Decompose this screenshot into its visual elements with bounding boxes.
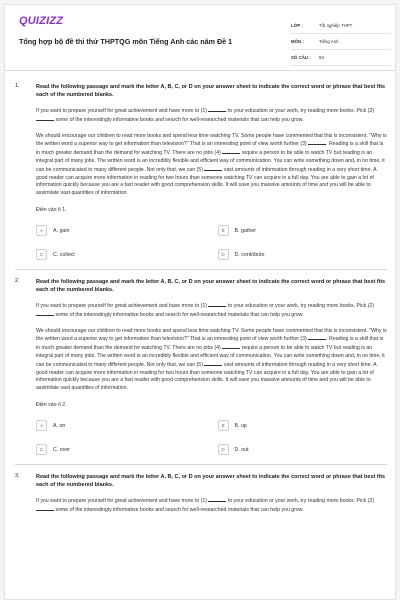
meta-label: SỐ CÂU :	[291, 55, 311, 60]
option-c[interactable]	[36, 440, 209, 460]
option-text: C. collect	[53, 251, 75, 258]
meta-row-subject	[291, 34, 391, 50]
option-a[interactable]	[36, 416, 209, 436]
question-number: 2.	[15, 277, 20, 284]
option-letter-badge: B	[218, 225, 229, 236]
answer-blank	[308, 140, 326, 145]
meta-value: Tốt nghiệp THPT	[319, 23, 353, 28]
option-text: A. on	[53, 422, 66, 429]
answer-blank	[308, 335, 326, 340]
option-b[interactable]	[218, 221, 391, 241]
answer-options	[36, 221, 390, 265]
question-instruction: Read the following passage and mark the letter A, B, C, or D on your answer sheet to indicate the correct word or phrase that best fits each of the numbered blanks.	[36, 278, 386, 293]
answer-blank	[222, 344, 240, 349]
option-c[interactable]	[36, 245, 209, 265]
option-letter-badge: B	[218, 420, 229, 431]
question-2	[5, 278, 395, 460]
question-3	[5, 473, 395, 515]
passage-paragraph: If you want to prepare yourself for great achievement and have more to (1) to your education or your work, try reading more books. Pick (2) some of the interestingly informative books and search for well-researched materials that can help you grow.	[36, 497, 375, 513]
meta-row-class	[291, 18, 391, 34]
document-title: Tổng hợp bộ đề thi thử THPTQG môn Tiếng Anh các năm Đề 1	[19, 37, 233, 46]
option-text: D. contribute	[234, 251, 265, 258]
question-instruction: Read the following passage and mark the letter A, B, C, or D on your answer sheet to indicate the correct word or phrase that best fits each of the numbered blanks.	[36, 84, 386, 98]
answer-blank	[222, 149, 240, 154]
option-text: B. gather	[234, 227, 256, 234]
option-text: A. gain	[53, 227, 70, 234]
fill-prompt: Điền vào ô 1.	[36, 206, 67, 213]
quizizz-logo: QUIZIZZ	[19, 15, 64, 27]
meta-row-count	[291, 50, 391, 66]
answer-blank	[204, 361, 222, 366]
answer-blank	[36, 311, 54, 316]
option-letter-badge: A	[36, 225, 47, 236]
option-a[interactable]	[36, 221, 209, 241]
option-letter-badge: D	[218, 249, 229, 260]
passage-paragraph: We should encourage our children to read more books and spend less time watching TV. Some people have commented that this is inconsistent. "Why is the written word a superior way to get information than television?" That is an interesting point of view worth further (3) . Reading is a skill that is in much greater demand than the demand for watching TV. There are no jobs (4) require a person to be able to watch TV but reading is an integral part of many jobs. The written word is an incredibly flexible and efficient way of communication. You can write something down and, in no time, it can be communicated to many different people. Not only that, we can (5) vast amounts of information through reading in a very short time. A good reader can acquire more information in reading for two hours than someone watching TV can acquire in a full day. You are able to gain a lot of information quickly because you are a fast reader with good comprehension skills. It will save you massive amounts of time and you will be able to assimilate vast quantities of information.	[36, 132, 387, 197]
option-text: D. out	[234, 446, 249, 453]
option-d[interactable]	[218, 440, 391, 460]
fill-prompt: Điền vào ô 2.	[36, 401, 67, 408]
option-text: C. over	[53, 446, 71, 453]
option-letter-badge: D	[218, 444, 229, 455]
meta-value: 50	[319, 55, 324, 60]
question-divider	[15, 464, 387, 465]
question-divider	[15, 269, 387, 270]
document-header	[5, 5, 395, 71]
meta-label: MÔN :	[291, 39, 304, 44]
meta-value: Tiếng Anh	[319, 39, 339, 44]
answer-blank	[208, 107, 226, 112]
document-meta	[291, 18, 391, 66]
question-1	[5, 83, 395, 265]
option-d[interactable]	[218, 245, 391, 265]
answer-blank	[208, 497, 226, 502]
answer-blank	[36, 506, 54, 511]
option-b[interactable]	[218, 416, 391, 436]
answer-blank	[36, 116, 54, 121]
answer-blank	[204, 166, 222, 171]
document-page	[4, 4, 396, 600]
question-instruction: Read the following passage and mark the letter A, B, C, or D on your answer sheet to indicate the correct word or phrase that best fits each of the numbered blanks.	[36, 473, 386, 488]
option-letter-badge: C	[36, 444, 47, 455]
question-number: 3.	[15, 472, 20, 479]
option-text: B. up	[234, 422, 247, 429]
answer-blank	[208, 302, 226, 307]
answer-options	[36, 416, 390, 460]
passage-paragraph: We should encourage our children to read more books and spend less time watching TV. Some people have commented that this is inconsistent. "Why is the written word a superior way to get information than television?" That is an interesting point of view worth further (3) . Reading is a skill that is in much greater demand than the demand for watching TV. There are no jobs (4) require a person to be able to watch TV but reading is an integral part of many jobs. The written word is an incredibly flexible and efficient way of communication. You can write something down and, in no time, it can be communicated to many different people. Not only that, we can (5) vast amounts of information through reading in a very short time. A good reader can acquire more information in reading for two hours than someone watching TV can acquire in a full day. You are able to gain a lot of information quickly because you are a fast reader with good comprehension skills. It will save you massive amounts of time and you will be able to assimilate vast quantities of information.	[36, 327, 387, 392]
passage-paragraph: If you want to prepare yourself for great achievement and have more to (1) to your education or your work, try reading more books. Pick (2) some of the interestingly informative books and search for well-researched materials that can help you grow.	[36, 302, 375, 318]
meta-label: LỚP :	[291, 23, 303, 28]
option-letter-badge: A	[36, 420, 47, 431]
option-letter-badge: C	[36, 249, 47, 260]
question-number: 1.	[15, 83, 20, 89]
passage-paragraph: If you want to prepare yourself for great achievement and have more to (1) to your education or your work, try reading more books. Pick (2) some of the interestingly informative books and search for well-researched materials that can help you grow.	[36, 108, 375, 123]
